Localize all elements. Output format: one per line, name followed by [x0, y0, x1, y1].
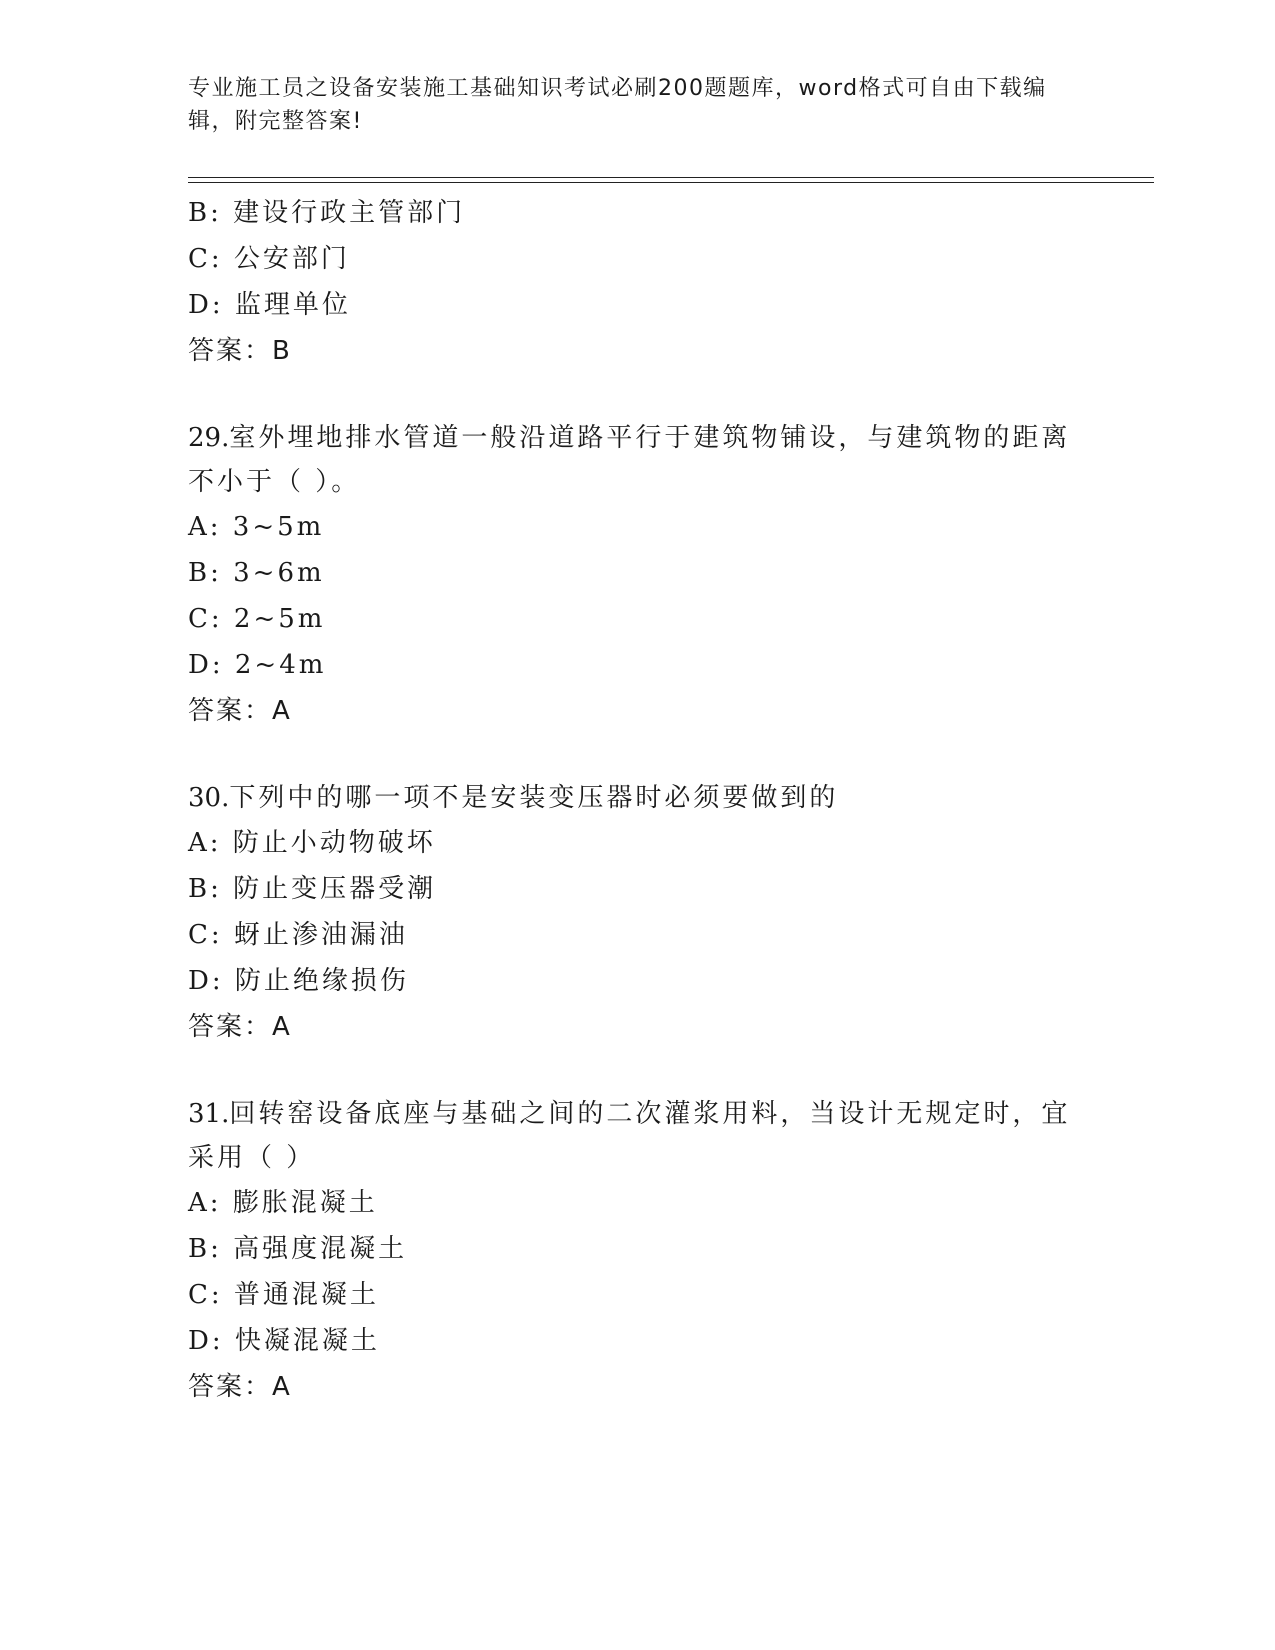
- option-b: B: 防止变压器受潮: [188, 874, 437, 904]
- question-number: 30.: [188, 783, 230, 813]
- spacer: [188, 374, 1088, 416]
- answer-line: 答案：A: [188, 1012, 292, 1042]
- question-stem: [188, 776, 1088, 820]
- option-d: D: 防止绝缘损伤: [188, 966, 409, 996]
- spacer: [188, 1050, 1088, 1092]
- option-b: B: 建设行政主管部门: [188, 198, 466, 228]
- question-stem: [188, 1092, 1088, 1180]
- question-29: [188, 416, 1088, 734]
- question-partial: [188, 190, 1088, 374]
- option-a: A: 膨胀混凝土: [188, 1188, 378, 1218]
- option-b: B: 高强度混凝土: [188, 1234, 408, 1264]
- option-c: C: 2~5m: [188, 604, 326, 634]
- option-c: C: 蚜止渗油漏油: [188, 920, 408, 950]
- question-31: [188, 1092, 1088, 1410]
- option-d: D: 监理单位: [188, 290, 351, 320]
- option-b: B: 3~6m: [188, 558, 325, 588]
- option-a: A: 3~5m: [188, 512, 325, 542]
- option-c: C: 普通混凝土: [188, 1280, 379, 1310]
- option-a: A: 防止小动物破坏: [188, 828, 436, 858]
- question-number: 31.: [188, 1099, 230, 1129]
- question-text: 室外埋地排水管道一般沿道路平行于建筑物铺设，与建筑物的距离不小于（ ）。: [188, 423, 1071, 497]
- option-d: D: 2~4m: [188, 650, 327, 680]
- answer-line: 答案：B: [188, 336, 292, 366]
- option-c: C: 公安部门: [188, 244, 350, 274]
- answer-line: 答案：A: [188, 696, 292, 726]
- document-title: 专业施工员之设备安装施工基础知识考试必刷200题题库，word格式可自由下载编辑，附完整答案!: [188, 76, 1047, 134]
- document-body: [188, 190, 1088, 1410]
- answer-line: 答案：A: [188, 1372, 292, 1402]
- header-divider-bottom: [188, 182, 1154, 183]
- header-divider-top: [188, 177, 1154, 178]
- spacer: [188, 734, 1088, 776]
- question-text: 回转窑设备底座与基础之间的二次灌浆用料，当设计无规定时，宜采用（ ）: [188, 1099, 1071, 1173]
- question-number: 29.: [188, 423, 230, 453]
- question-text: 下列中的哪一项不是安装变压器时必须要做到的: [229, 783, 839, 813]
- document-header: [188, 72, 1078, 138]
- question-30: [188, 776, 1088, 1050]
- option-d: D: 快凝混凝土: [188, 1326, 380, 1356]
- question-stem: [188, 416, 1088, 504]
